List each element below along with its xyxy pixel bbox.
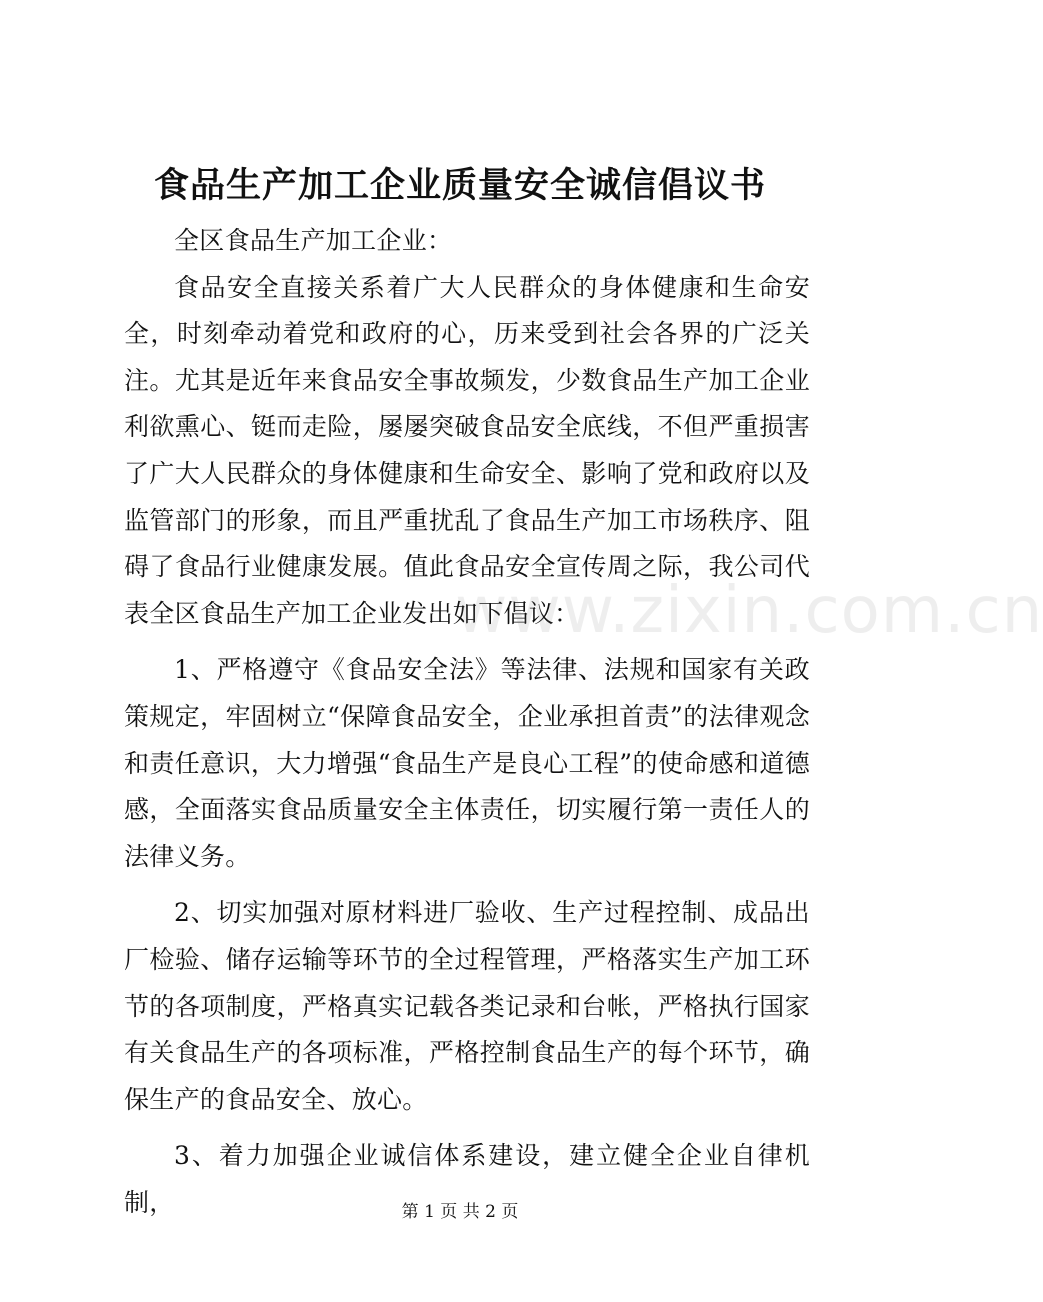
document-title: 食品生产加工企业质量安全诚信倡议书 [153,165,766,206]
paragraph-item-2: 2、切实加强对原材料进厂验收、生产过程控制、成品出厂检验、储存运输等环节的全过程管理，严格落实生产加工环节的各项制度，严格真实记载各类记录和台帐，严格执行国家有关食品生产的各项标准，严格控制食品生产的每个环节，确保生产的食品安全、放心。 [124,898,810,1114]
page-footer: 第 1 页 共 2 页 [401,1202,519,1222]
watermark: www.zixin.com.cn [455,574,1043,648]
paragraph-intro: 食品安全直接关系着广大人民群众的身体健康和生命安全，时刻牵动着党和政府的心，历来受到社会各界的广泛关注。尤其是近年来食品安全事故频发，少数食品生产加工企业利欲熏心、铤而走险，屡屡突破食品安全底线，不但严重损害了广大人民群众的身体健康和生命安全、影响了党和政府以及监管部门的形象，而且严重扰乱了食品生产加工市场秩序、阻碍了食品行业健康发展。值此食品安全宣传周之际，我公司代表全区食品生产加工企业发出如下倡议： [124,272,810,628]
document-body [124,218,810,1226]
salutation: 全区食品生产加工企业： [174,226,453,255]
paragraph-item-1: 1、严格遵守《食品安全法》等法律、法规和国家有关政策规定，牢固树立“保障食品安全，企业承担首责”的法律观念和责任意识，大力增强“食品生产是良心工程”的使命感和道德感，全面落实食品质量安全主体责任，切实履行第一责任人的法律义务。 [124,655,810,871]
paragraph-item-3: 3、着力加强企业诚信体系建设，建立健全企业自律机制， [124,1141,810,1217]
